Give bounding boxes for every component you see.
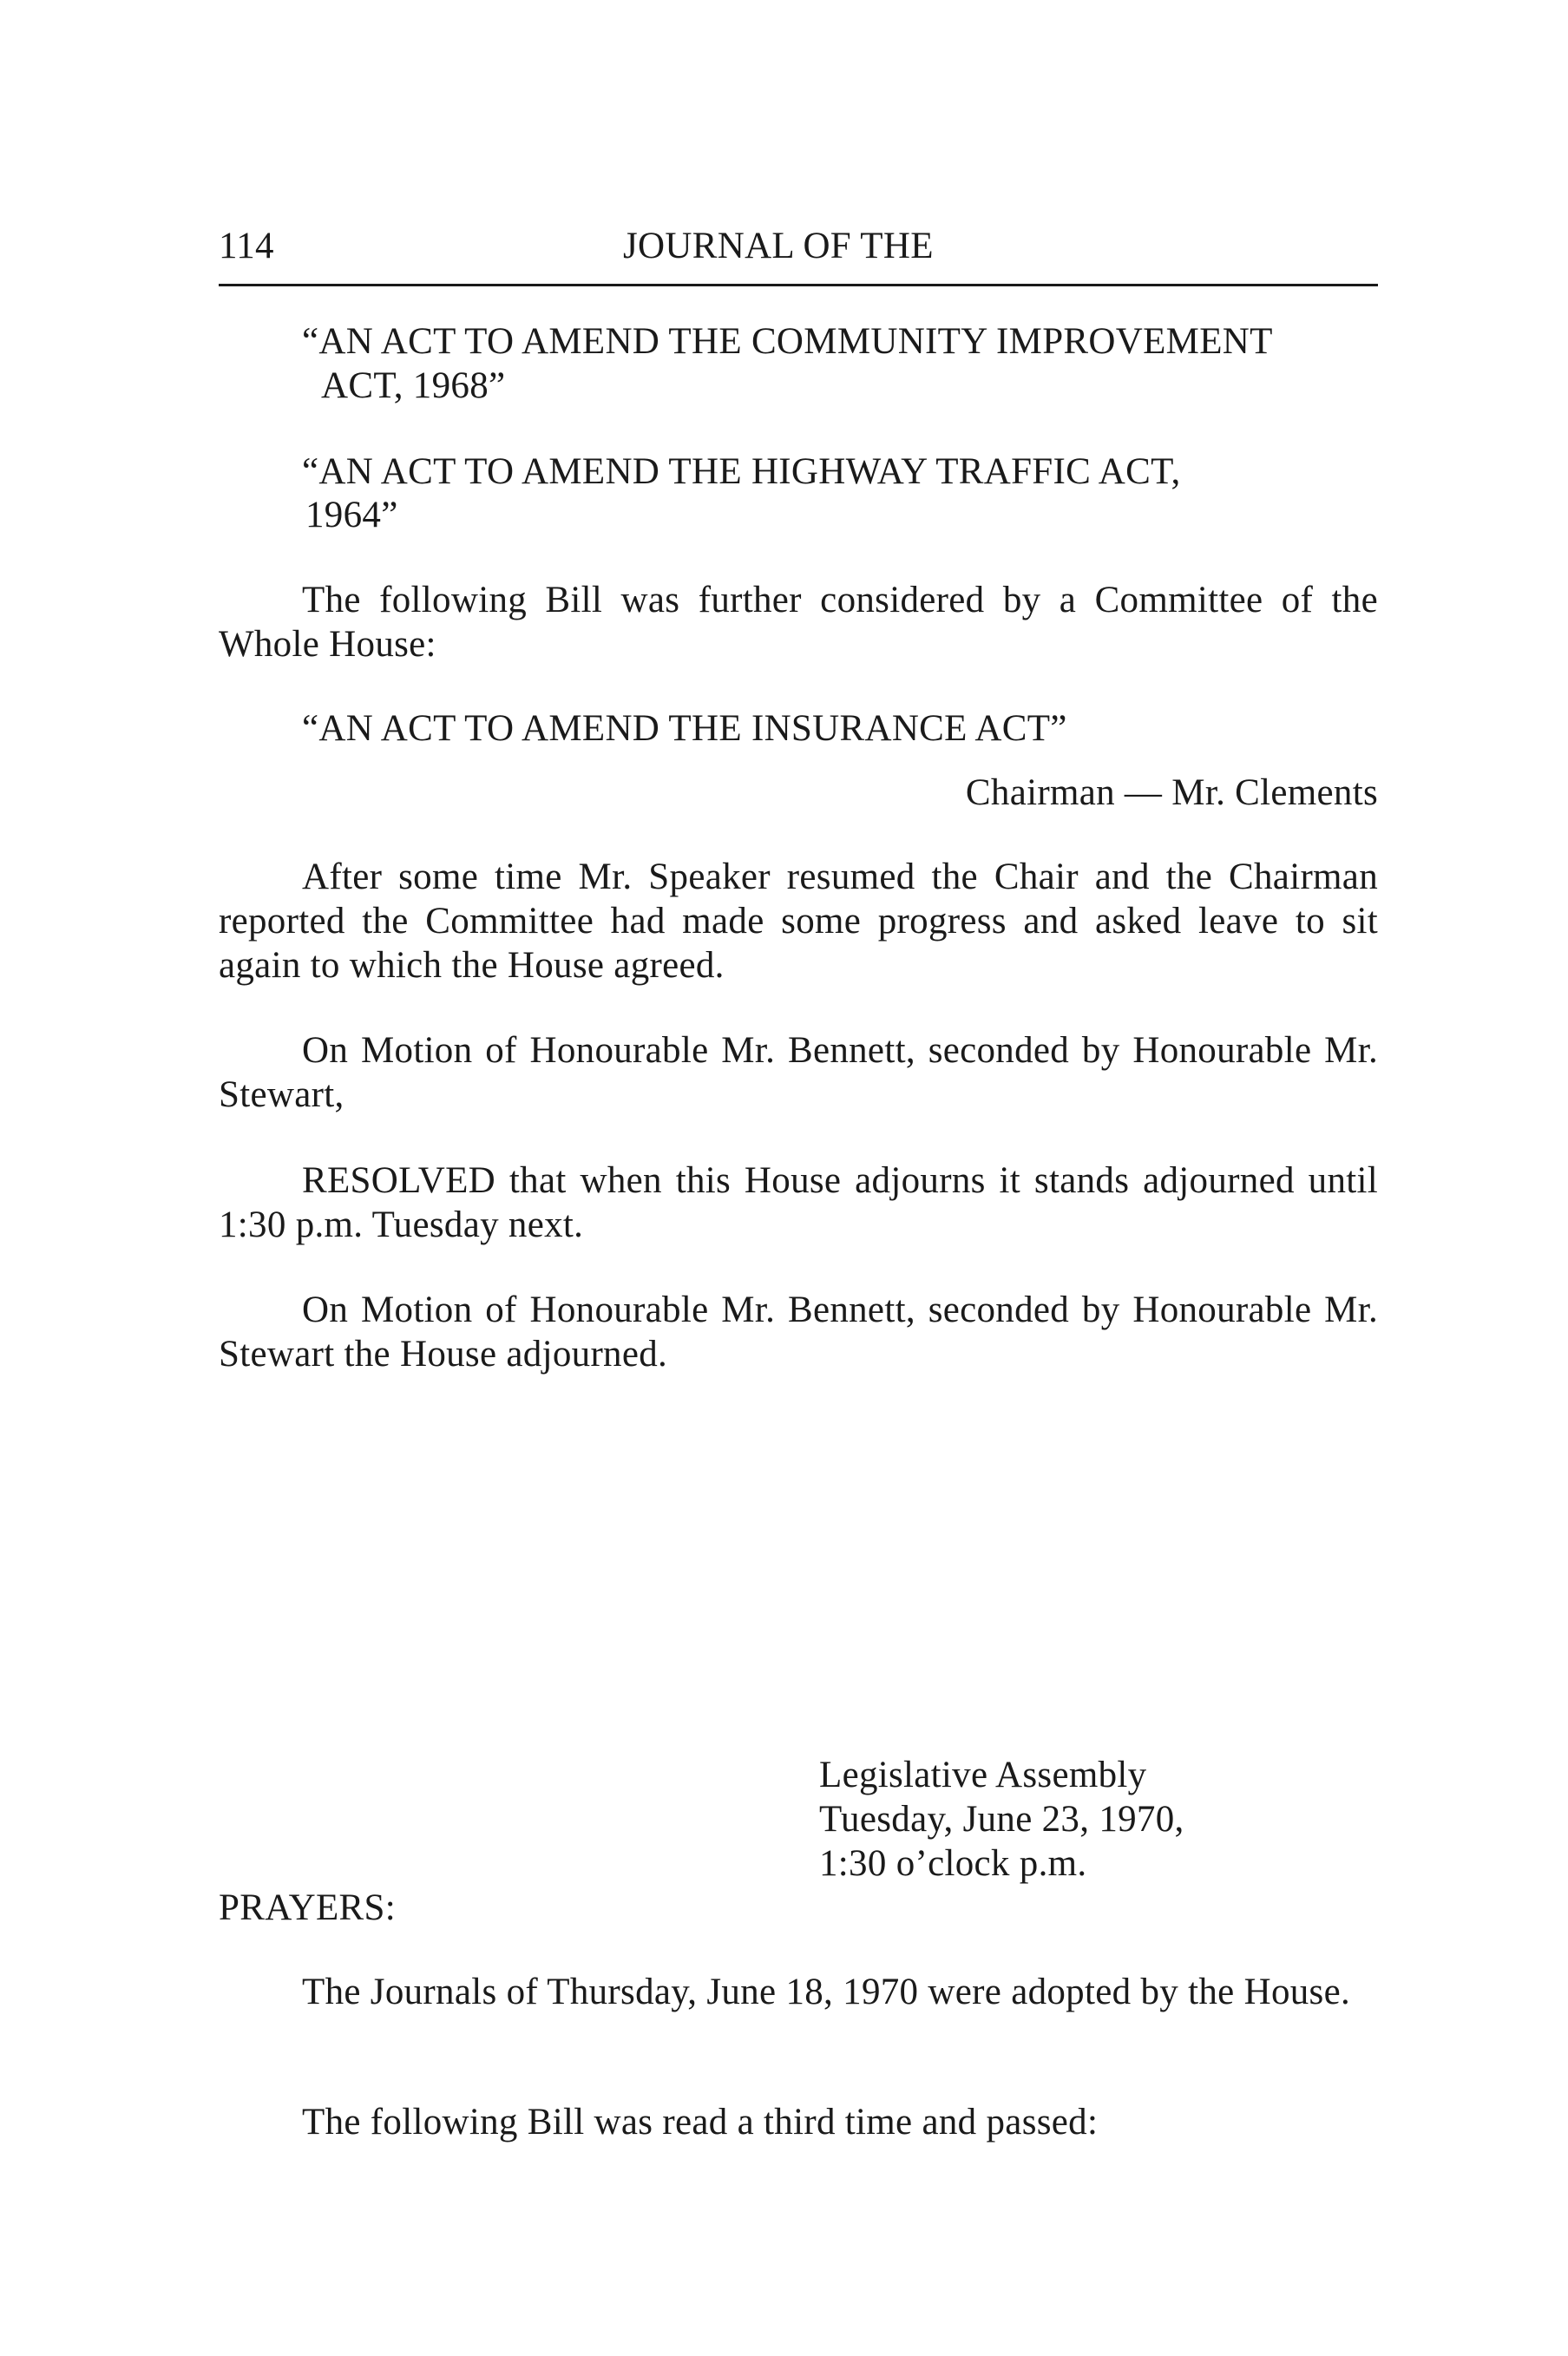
running-title: JOURNAL OF THE [623,226,934,266]
motion-paragraph-1: On Motion of Honourable Mr. Bennett, seconded by Honourable Mr. Stewart, [219,1030,1378,1115]
motion-paragraph-2: On Motion of Honourable Mr. Bennett, seconded by Honourable Mr. Stewart the House adjourned. [219,1290,1378,1375]
journals-adopted-paragraph: The Journals of Thursday, June 18, 1970 were adopted by the House. [302,1972,1351,2012]
third-reading-paragraph: The following Bill was read a third time and passed: [302,2102,1099,2143]
sitting-date: Tuesday, June 23, 1970, [819,1799,1184,1840]
sitting-time: 1:30 o’clock p.m. [819,1843,1087,1884]
page-number: 114 [219,226,274,266]
bill-title-community-improvement-line1: “AN ACT TO AMEND THE COMMUNITY IMPROVEMENT [302,321,1273,362]
resolved-paragraph: RESOLVED that when this House adjourns it stands adjourned until 1:30 p.m. Tuesday next. [219,1160,1378,1245]
prayers-heading: PRAYERS: [219,1887,396,1928]
bill-title-highway-traffic-line1: “AN ACT TO AMEND THE HIGHWAY TRAFFIC ACT, [302,451,1181,492]
committee-chairman: Chairman — Mr. Clements [965,772,1378,813]
header-rule [219,284,1378,286]
committee-report-paragraph: After some time Mr. Speaker resumed the Chair and the Chairman reported the Committee had made some progress and asked leave to sit again to which the House agreed. [219,856,1378,986]
committee-intro-paragraph: The following Bill was further considered by a Committee of the Whole House: [219,580,1378,665]
bill-title-community-improvement-line2: ACT, 1968” [321,365,506,406]
bill-title-insurance: “AN ACT TO AMEND THE INSURANCE ACT” [302,708,1067,749]
bill-title-highway-traffic-line2: 1964” [305,495,398,535]
sitting-place: Legislative Assembly [819,1755,1147,1795]
